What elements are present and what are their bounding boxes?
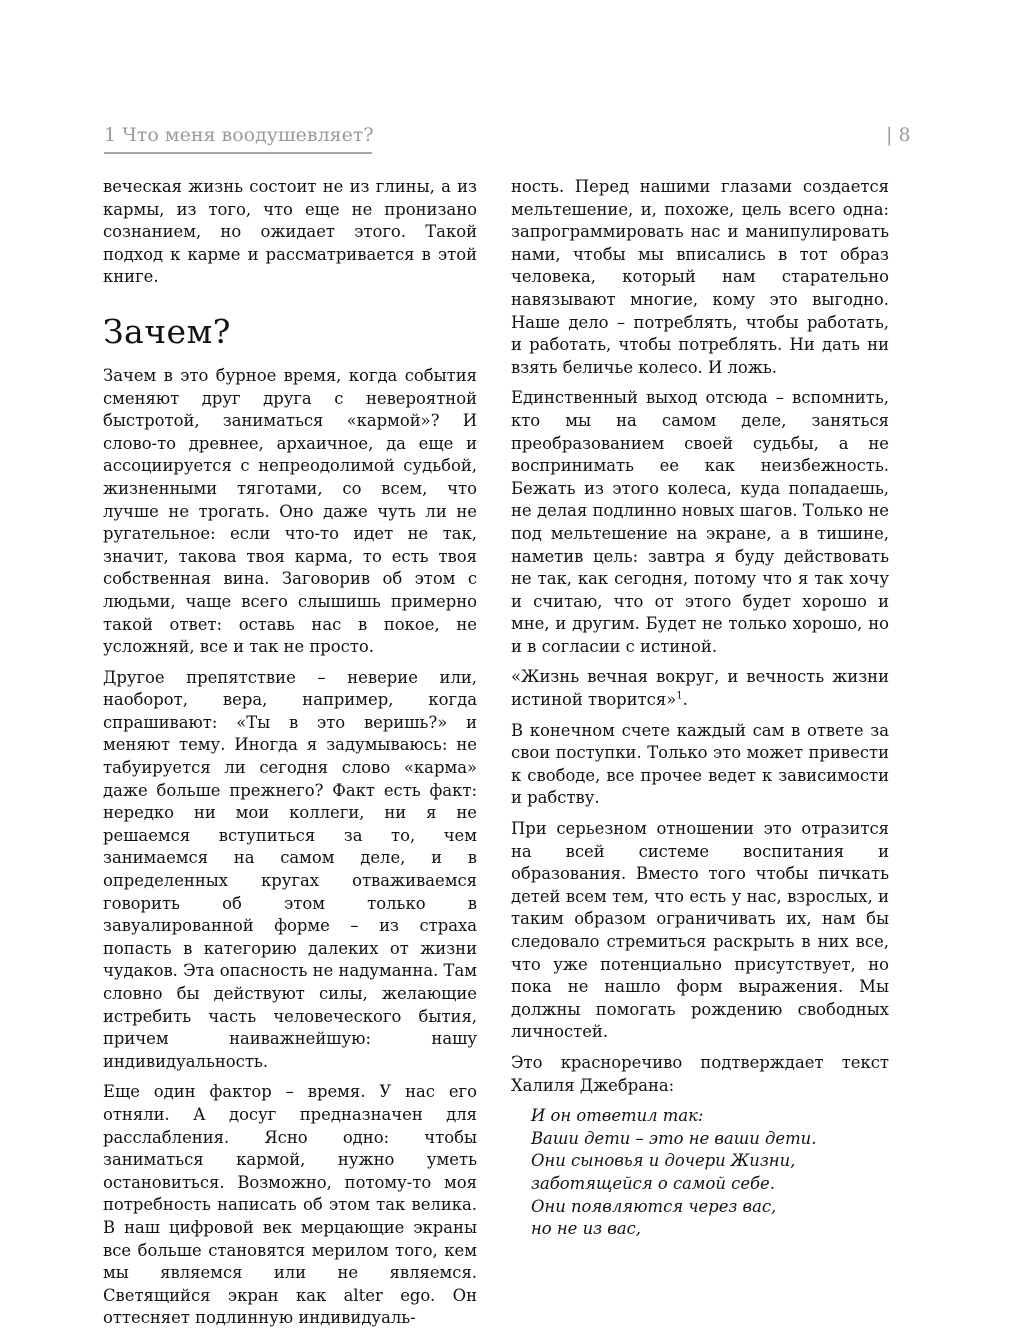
section-title: Зачем? <box>103 311 231 351</box>
poem-line: Ваши дети – это не ваши дети. <box>531 1128 817 1148</box>
paragraph: Единственный выход отсюда – вспомнить, кто мы на самом деле, заняться преобразованием своей судьбы, а не воспринимать ее как неизбежность. Бежать из этого колеса, куда попадаешь, не делая подлинно новых шагов. Только не под мельтешение на экране, а в тишине, наметив цель: завтра я буду действовать не так, как сегодня, потому что я так хочу и считаю, что от этого будет хорошо и мне, и другим. Будет не только хорошо, но и в согласии с истиной. <box>511 388 889 656</box>
poem-line: Они появляются через вас, <box>531 1196 777 1216</box>
quote-end: . <box>682 690 688 710</box>
paragraph: вечеcкая жизнь состоит не из глины, а из кармы, из того, что еще не пронизано сознанием, но ожидает этого. Такой подход к карме и рассматривается в этой книге. <box>103 177 477 287</box>
poem-quote <box>531 1105 889 1241</box>
left-column <box>103 176 477 1338</box>
paragraph: При серьезном отношении это отразится на всей системе воспитания и образования. Вместо того чтобы пичкать детей всем тем, что есть у нас, взрослых, и таким образом ограничивать их, нам бы следовало стремиться раскрыть в них все, что уже потенциально присутствует, но пока не нашло форм выражения. Мы должны помогать рождению свободных личностей. <box>511 819 889 1042</box>
paragraph: Еще один фактор – время. У нас его отняли. А досуг предназначен для расслабления. Ясно одно: чтобы заниматься кармой, нужно уметь остановиться. Возможно, потому-то моя потребность написать об этом так велика. В наш цифровой век мерцающие экраны все больше становятся мерилом того, кем мы являемся или не являемся. Светящийся экран как alter ego. Он оттесняет подлинную индивидуаль- <box>103 1082 477 1328</box>
right-column <box>511 176 889 1241</box>
paragraph: ность. Перед нашими глазами создается мельтешение, и, похоже, цель всего одна: запрограммировать нас и манипулировать нами, чтобы мы вписались в тот образ человека, который нам старательно навязывают многие, кому это выгодно. Наше дело – потреблять, чтобы работать, и работать, чтобы потреблять. Ни дать ни взять беличье колесо. И ложь. <box>511 177 889 377</box>
quote-text: «Жизнь вечная вокруг, и вечность жизни истиной творится» <box>511 667 889 710</box>
page-number: | 8 <box>886 124 911 146</box>
paragraph: Другое препятствие – неверие или, наоборот, вера, например, когда спрашивают: «Ты в это веришь?» и меняют тему. Иногда я задумываюсь: не табуируется ли сегодня слово «карма» даже больше прежнего? Факт есть факт: нередко ни мои коллеги, ни я не решаемся вступиться за то, чем занимаемся на самом деле, и в определенных кругах отваживаемся говорить об этом только в завуалированной форме – из страха попасть в категорию далеких от жизни чудаков. Эта опасность не надуманна. Там словно бы действуют силы, желающие истребить часть человеческого бытия, причем наиважнейшую: нашу индивидуальность. <box>103 667 477 1071</box>
poem-line: И он ответил так: <box>531 1106 704 1126</box>
poem-line: заботящейся о самой себе. <box>531 1173 775 1193</box>
quote-paragraph <box>511 666 889 711</box>
poem-line: но не из вас, <box>531 1219 641 1239</box>
running-head-title: 1 Что меня воодушевляет? <box>104 124 372 154</box>
poem-line: Они сыновья и дочери Жизни, <box>531 1151 796 1171</box>
paragraph: Зачем в это бурное время, когда события сменяют друг друга с невероятной быстротой, заниматься «кармой»? И слово-то древнее, архаичное, да еще и ассоциируется с непреодолимой судьбой, жизненными тяготами, со всем, что лучше не трогать. Оно даже чуть ли не ругательное: если что-то идет не так, значит, такова твоя карма, то есть твоя собственная вина. Заговорив об этом с людьми, чаще всего слышишь примерно такой ответ: оставь нас в покое, не усложняй, все и так не просто. <box>103 365 477 657</box>
paragraph: Это красноречиво подтверждает текст Халиля Джебрана: <box>511 1052 889 1095</box>
footnote-marker[interactable]: 1 <box>676 690 683 702</box>
paragraph: В конечном счете каждый сам в ответе за свои поступки. Только это может привести к свободе, все прочее ведет к зависимости и рабству. <box>511 720 889 808</box>
